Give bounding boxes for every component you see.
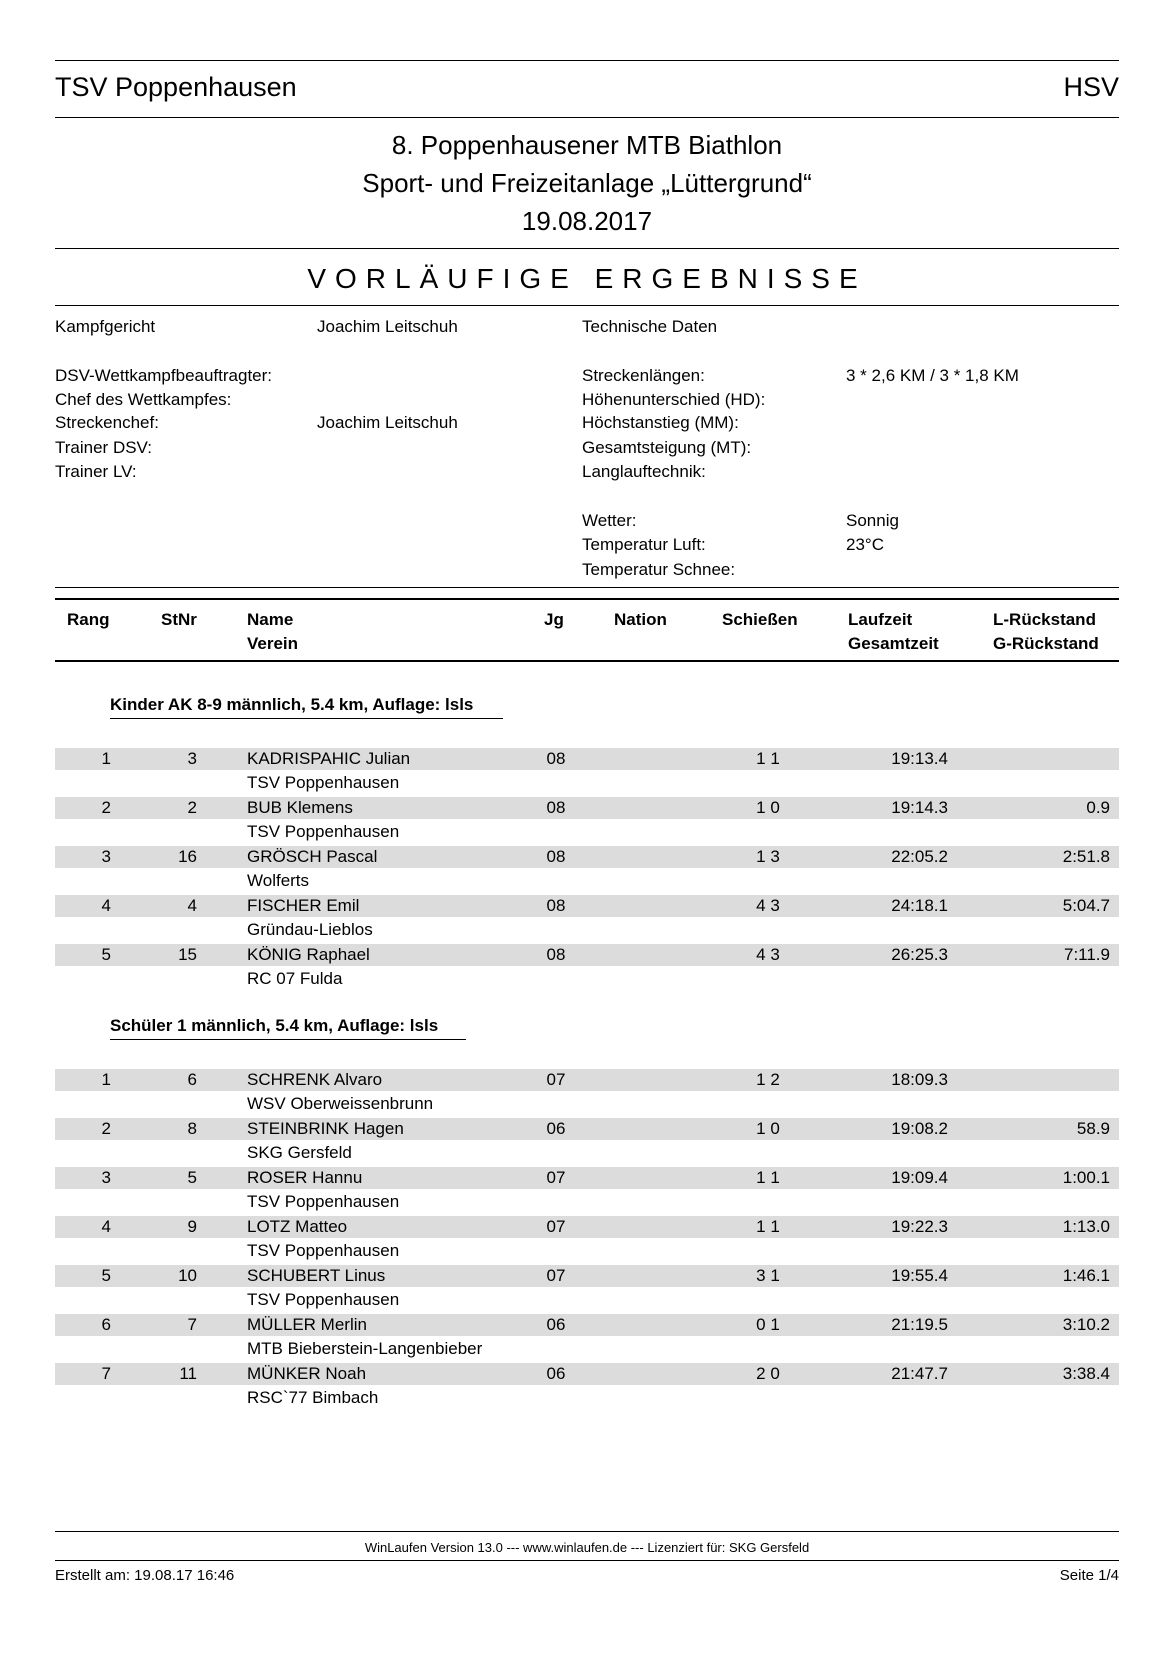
athlete-name: KADRISPAHIC Julian (247, 749, 411, 768)
time-behind: 3:10.2 (1062, 1315, 1110, 1334)
athlete-name: MÜLLER Merlin (247, 1315, 367, 1334)
time-behind: 5:04.7 (1062, 896, 1110, 915)
rank: 5 (101, 1266, 111, 1285)
category-title: Kinder AK 8-9 männlich, 5.4 km, Auflage: lsls (110, 695, 474, 714)
birth-year: 06 (546, 1364, 566, 1383)
col-name: Name (247, 610, 294, 629)
rank: 5 (101, 945, 111, 964)
trainer-dsv-label: Trainer DSV: (55, 438, 152, 457)
divider (55, 1531, 1119, 1532)
langlauftechnik-label: Langlauftechnik: (582, 462, 706, 481)
dsv-label: DSV-Wettkampfbeauftragter: (55, 366, 273, 385)
shooting-result: 1 1 (756, 749, 780, 768)
athlete-name: ROSER Hannu (247, 1168, 363, 1187)
gesamtsteigung-label: Gesamtsteigung (MT): (582, 438, 752, 457)
category-title: Schüler 1 männlich, 5.4 km, Auflage: lsls (110, 1016, 439, 1035)
table-header-bottom-rule (55, 660, 1119, 662)
divider (55, 305, 1119, 306)
shooting-result: 1 2 (756, 1070, 780, 1089)
rank: 4 (101, 1217, 111, 1236)
created-timestamp: Erstellt am: 19.08.17 16:46 (55, 1567, 235, 1584)
start-number: 9 (187, 1217, 197, 1236)
birth-year: 08 (546, 749, 566, 768)
association-abbrev: HSV (1063, 72, 1119, 102)
table-row (55, 1069, 1119, 1091)
start-number: 16 (178, 847, 197, 866)
total-time: 19:09.4 (891, 1168, 948, 1187)
athlete-name: LOTZ Matteo (247, 1217, 348, 1236)
start-number: 5 (187, 1168, 197, 1187)
shooting-result: 3 1 (756, 1266, 780, 1285)
temp-luft-value: 23°C (846, 535, 884, 554)
col-l-rueckstand: L-Rückstand (993, 610, 1096, 629)
software-credit: WinLaufen Version 13.0 --- www.winlaufen.de --- Lizenziert für: SKG Gersfeld (364, 1540, 810, 1555)
rank: 1 (101, 1070, 111, 1089)
col-rang: Rang (67, 610, 110, 629)
total-time: 19:22.3 (891, 1217, 948, 1236)
birth-year: 06 (546, 1119, 566, 1138)
shooting-result: 0 1 (756, 1315, 780, 1334)
start-number: 6 (187, 1070, 197, 1089)
category-underline (110, 1039, 466, 1040)
total-time: 24:18.1 (891, 896, 948, 915)
birth-year: 08 (546, 847, 566, 866)
col-schiessen: Schießen (722, 610, 798, 629)
wetter-label: Wetter: (582, 511, 637, 530)
col-verein: Verein (247, 634, 299, 653)
start-number: 2 (187, 798, 197, 817)
birth-year: 06 (546, 1315, 566, 1334)
col-nation: Nation (614, 610, 667, 629)
athlete-club: SKG Gersfeld (247, 1143, 352, 1162)
shooting-result: 4 3 (756, 896, 780, 915)
birth-year: 07 (546, 1217, 566, 1236)
col-jg: Jg (544, 610, 564, 629)
birth-year: 07 (546, 1070, 566, 1089)
temp-luft-label: Temperatur Luft: (582, 535, 706, 554)
time-behind: 1:00.1 (1062, 1168, 1110, 1187)
col-gesamtzeit: Gesamtzeit (848, 634, 939, 653)
table-row (55, 748, 1119, 770)
hoehenunterschied-label: Höhenunterschied (HD): (582, 390, 766, 409)
athlete-club: RSC`77 Bimbach (247, 1388, 379, 1407)
athlete-name: FISCHER Emil (247, 896, 360, 915)
rank: 4 (101, 896, 111, 915)
shooting-result: 4 3 (756, 945, 780, 964)
athlete-name: KÖNIG Raphael (247, 945, 370, 964)
wetter-value: Sonnig (846, 511, 899, 530)
chef-label: Chef des Wettkampfes: (55, 390, 232, 409)
athlete-name: SCHRENK Alvaro (247, 1070, 383, 1089)
athlete-club: MTB Bieberstein-Langenbieber (247, 1339, 483, 1358)
shooting-result: 1 1 (756, 1168, 780, 1187)
divider (55, 1560, 1119, 1561)
total-time: 19:08.2 (891, 1119, 948, 1138)
results-title: VORLÄUFIGE ERGEBNISSE (307, 263, 867, 294)
time-behind: 2:51.8 (1062, 847, 1110, 866)
total-time: 19:13.4 (891, 749, 948, 768)
birth-year: 08 (546, 798, 566, 817)
shooting-result: 1 1 (756, 1217, 780, 1236)
shooting-result: 1 3 (756, 847, 780, 866)
trainer-lv-label: Trainer LV: (55, 462, 137, 481)
athlete-club: TSV Poppenhausen (247, 1192, 400, 1211)
rank: 6 (101, 1315, 111, 1334)
rank: 2 (101, 1119, 111, 1138)
athlete-club: WSV Oberweissenbrunn (247, 1094, 434, 1113)
col-stnr: StNr (161, 610, 197, 629)
athlete-club: TSV Poppenhausen (247, 773, 400, 792)
athlete-club: Gründau-Lieblos (247, 920, 373, 939)
start-number: 3 (187, 749, 197, 768)
athlete-club: TSV Poppenhausen (247, 1241, 400, 1260)
birth-year: 07 (546, 1266, 566, 1285)
streckenchef-value: Joachim Leitschuh (317, 413, 458, 432)
athlete-name: STEINBRINK Hagen (247, 1119, 404, 1138)
start-number: 7 (187, 1315, 197, 1334)
divider (55, 60, 1119, 61)
birth-year: 07 (546, 1168, 566, 1187)
total-time: 21:47.7 (891, 1364, 948, 1383)
time-behind: 7:11.9 (1063, 945, 1110, 964)
start-number: 11 (179, 1364, 197, 1383)
shooting-result: 1 0 (756, 798, 780, 817)
divider (55, 117, 1119, 118)
time-behind: 0.9 (1086, 798, 1110, 817)
birth-year: 08 (546, 896, 566, 915)
rank: 3 (101, 847, 111, 866)
time-behind: 58.9 (1076, 1119, 1110, 1138)
total-time: 19:55.4 (891, 1266, 948, 1285)
time-behind: 1:13.0 (1062, 1217, 1110, 1236)
page-number: Seite 1/4 (1059, 1567, 1119, 1584)
rank: 3 (101, 1168, 111, 1187)
hoechstanstieg-label: Höchstanstieg (MM): (582, 413, 739, 432)
technical-heading: Technische Daten (582, 317, 718, 336)
athlete-club: Wolferts (247, 871, 310, 890)
kampfgericht-label: Kampfgericht (55, 317, 156, 336)
col-laufzeit: Laufzeit (848, 610, 913, 629)
divider (55, 248, 1119, 249)
total-time: 19:14.3 (891, 798, 948, 817)
table-header-top-rule (55, 598, 1119, 600)
athlete-club: RC 07 Fulda (247, 969, 343, 988)
athlete-name: SCHUBERT Linus (247, 1266, 386, 1285)
total-time: 22:05.2 (891, 847, 948, 866)
athlete-club: TSV Poppenhausen (247, 822, 400, 841)
birth-year: 08 (546, 945, 566, 964)
start-number: 4 (187, 896, 197, 915)
athlete-name: BUB Klemens (247, 798, 353, 817)
streckenlaengen-value: 3 * 2,6 KM / 3 * 1,8 KM (846, 366, 1019, 385)
results-page (55, 0, 1119, 1660)
streckenchef-label: Streckenchef: (55, 413, 159, 432)
rank: 7 (101, 1364, 111, 1383)
event-title: 8. Poppenhausener MTB Biathlon (391, 130, 783, 160)
time-behind: 1:46.1 (1062, 1266, 1110, 1285)
start-number: 15 (178, 945, 197, 964)
time-behind: 3:38.4 (1062, 1364, 1110, 1383)
total-time: 18:09.3 (891, 1070, 948, 1089)
total-time: 26:25.3 (891, 945, 948, 964)
total-time: 21:19.5 (891, 1315, 948, 1334)
start-number: 8 (187, 1119, 197, 1138)
temp-schnee-label: Temperatur Schnee: (582, 560, 736, 579)
organizer-club: TSV Poppenhausen (55, 72, 297, 102)
kampfgericht-value: Joachim Leitschuh (317, 317, 458, 336)
shooting-result: 2 0 (756, 1364, 780, 1383)
shooting-result: 1 0 (756, 1119, 780, 1138)
rank: 1 (101, 749, 111, 768)
col-g-rueckstand: G-Rückstand (993, 634, 1099, 653)
category-underline (110, 718, 503, 719)
start-number: 10 (178, 1266, 197, 1285)
divider (55, 587, 1119, 588)
streckenlaengen-label: Streckenlängen: (582, 366, 705, 385)
event-venue: Sport- und Freizeitanlage „Lüttergrund“ (362, 168, 812, 198)
event-date: 19.08.2017 (521, 206, 653, 236)
athlete-club: TSV Poppenhausen (247, 1290, 400, 1309)
athlete-name: GRÖSCH Pascal (247, 847, 378, 866)
rank: 2 (101, 798, 111, 817)
athlete-name: MÜNKER Noah (247, 1364, 367, 1383)
